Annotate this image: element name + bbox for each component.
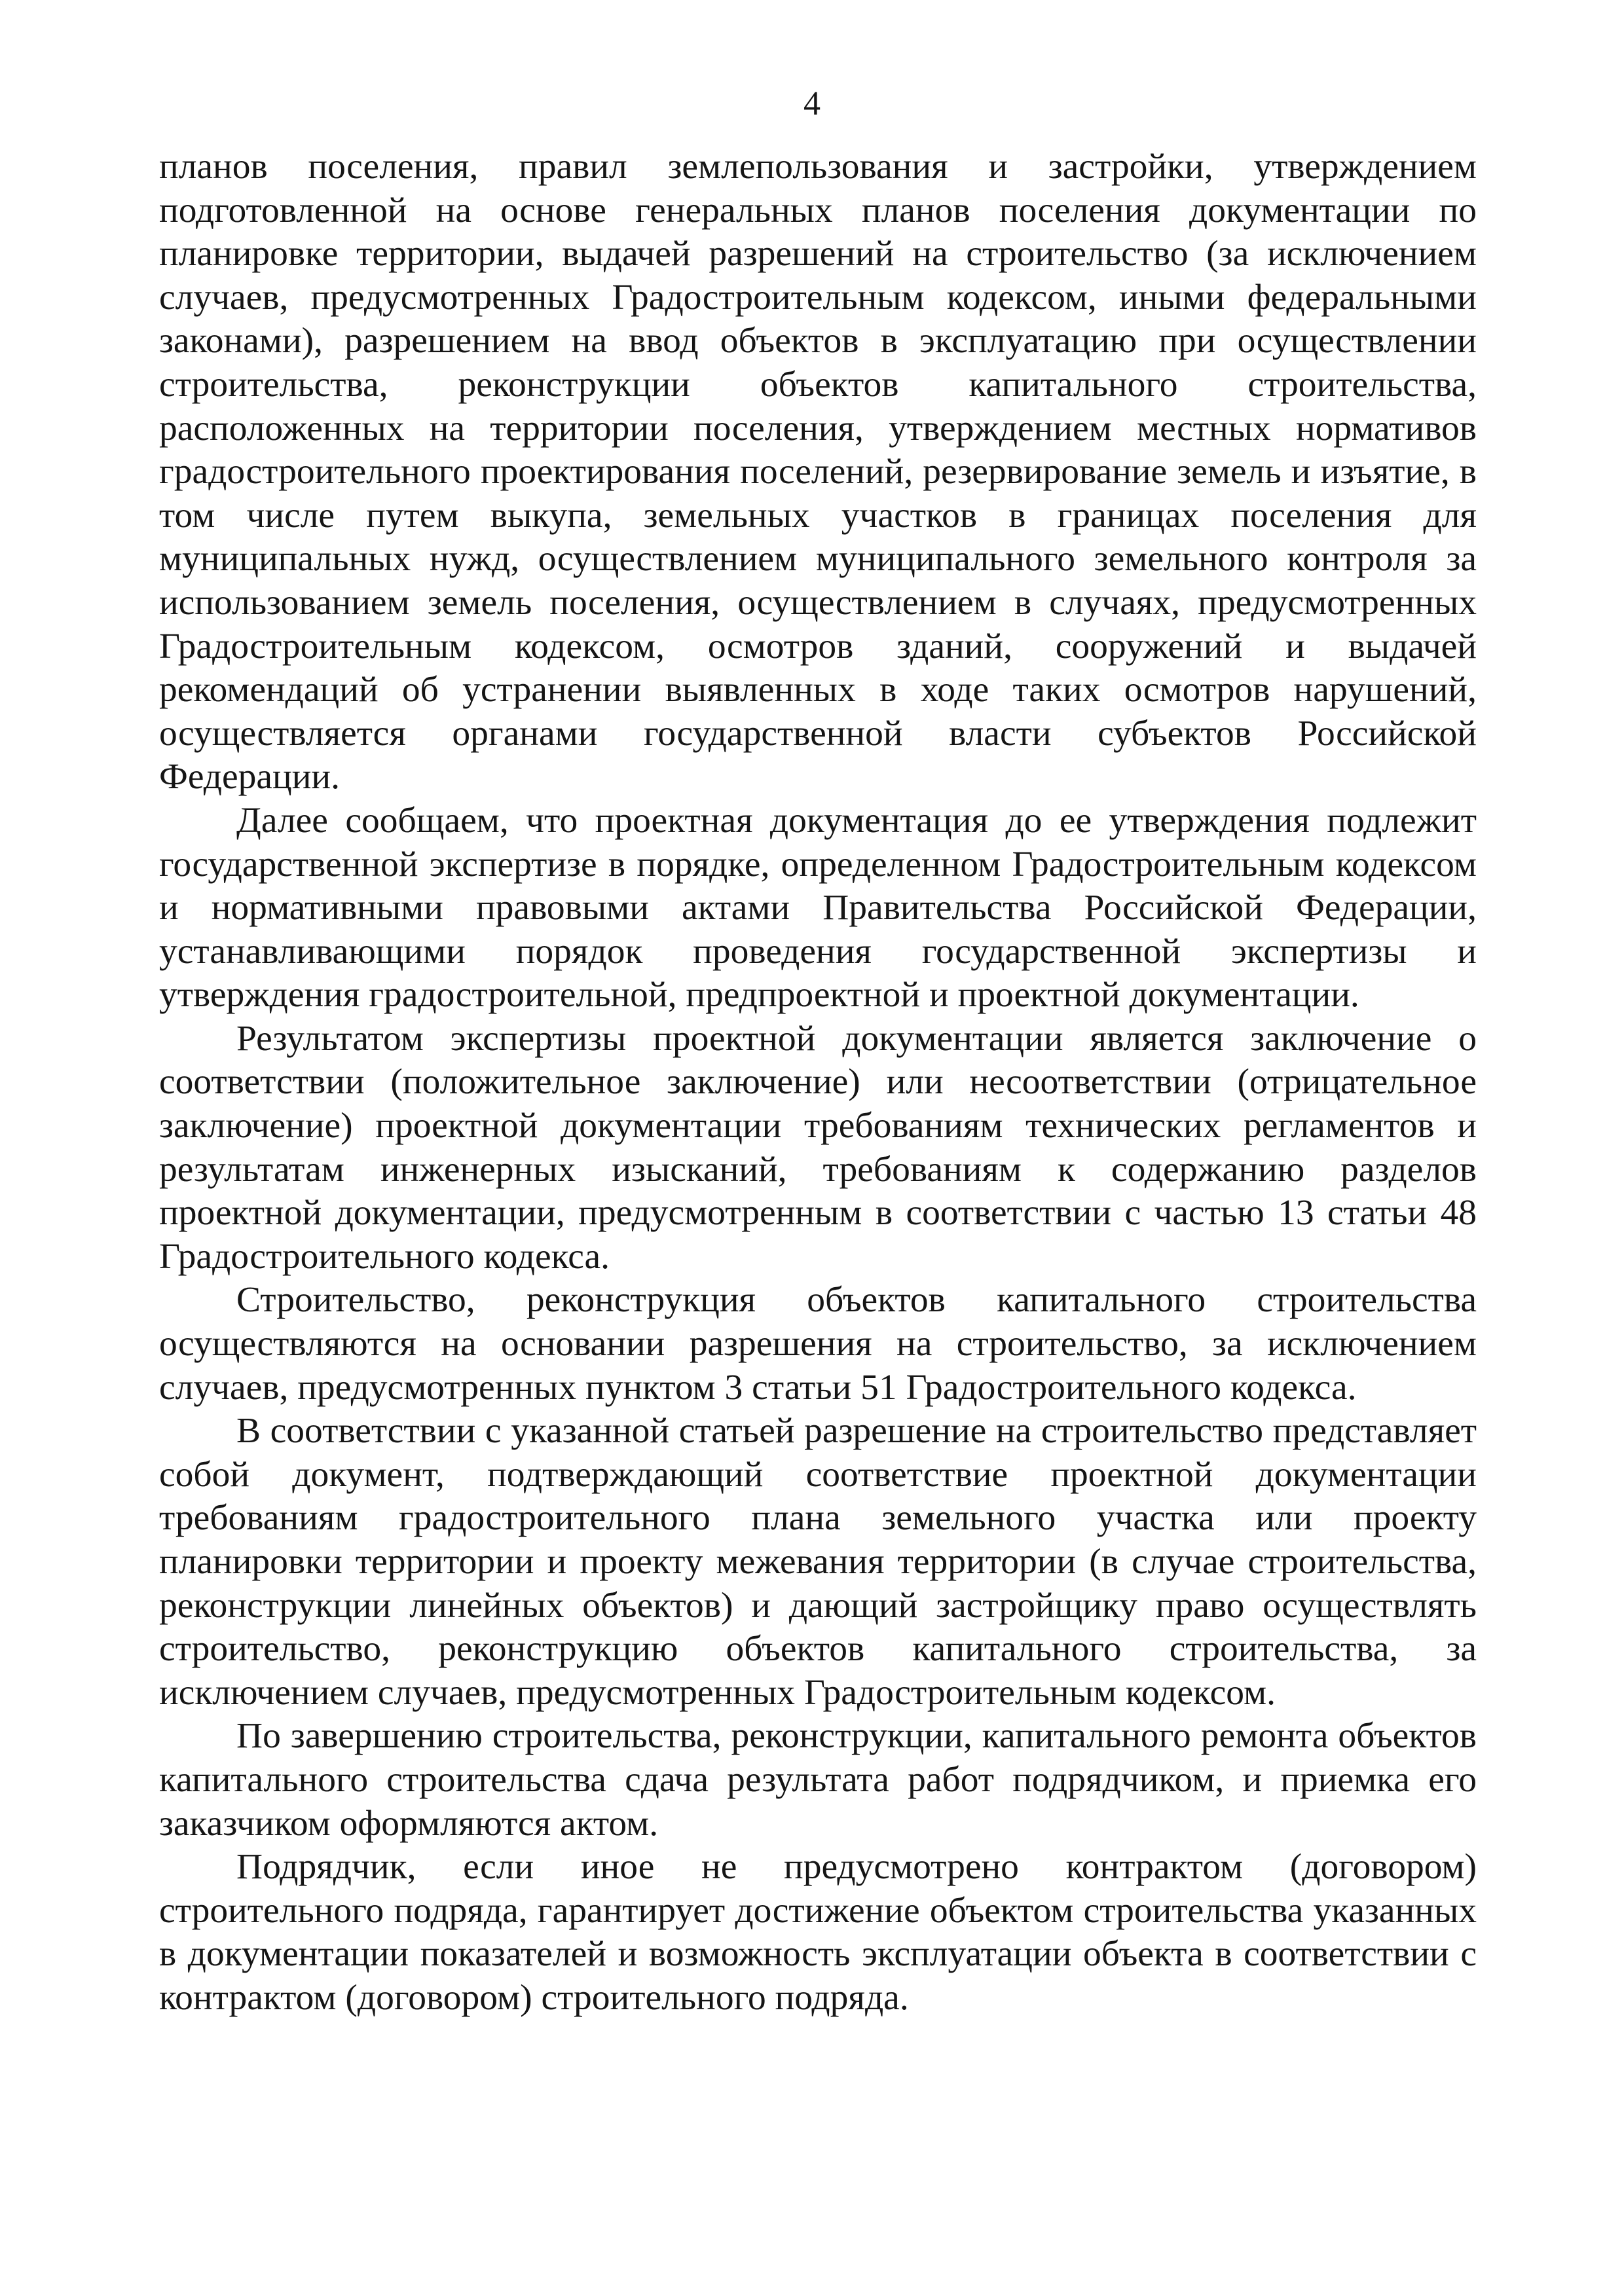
paragraph-expertise-requirement: Далее сообщаем, что проектная документация до ее утверждения подлежит государственной экспертизе в порядке, определенном Градостроительным кодексом и нормативными правовыми актами Правительства Российской Федерации, устанавливающими порядок проведения государственной экспертизы и утверждения градостроительной, предпроектной и проектной документации.: [159, 800, 1477, 1015]
paragraph-permit-definition: В соответствии с указанной статьей разрешение на строительство представляет собой документ, подтверждающий соответствие проектной документации требованиям градостроительного плана земельного участка или проекту планировки территории и проекту межевания территории (в случае строительства, реконструкции линейных объектов) и дающий застройщику право осуществлять строительство, реконструкцию объектов капитального строительства, за исключением случаев, предусмотренных Градостроительным кодексом.: [159, 1411, 1477, 1713]
document-body: [159, 145, 1477, 2020]
paragraph-contractor-guarantee: Подрядчик, если иное не предусмотрено контрактом (договором) строительного подряда, гарантирует достижение объектом строительства указанных в документации показателей и возможность эксплуатации объекта в соответствии с контрактом (договором) строительного подряда.: [159, 1847, 1477, 2018]
page-number: 4: [803, 85, 821, 122]
paragraph-continuation: планов поселения, правил землепользования и застройки, утверждением подготовленной на основе генеральных планов поселения документации по планировке территории, выдачей разрешений на строительство (за исключением случаев, предусмотренных Градостроительным кодексом, иными федеральными законами), разрешением на ввод объектов в эксплуатацию при осуществлении строительства, реконструкции объектов капитального строительства, расположенных на территории поселения, утверждением местных нормативов градостроительного проектирования поселений, резервирование земель и изъятие, в том числе путем выкупа, земельных участков в границах поселения для муниципальных нужд, осуществлением муниципального земельного контроля за использованием земель поселения, осуществлением в случаях, предусмотренных Градостроительным кодексом, осмотров зданий, сооружений и выдачей рекомендаций об устранении выявленных в ходе таких осмотров нарушений, осуществляется органами государственной власти субъектов Российской Федерации.: [159, 147, 1477, 797]
paragraph-expertise-result: Результатом экспертизы проектной документации является заключение о соответствии (положительное заключение) или несоответствии (отрицательное заключение) проектной документации требованиям технических регламентов и результатам инженерных изысканий, требованиям к содержанию разделов проектной документации, предусмотренным в соответствии с частью 13 статьи 48 Градостроительного кодекса.: [159, 1018, 1477, 1277]
paragraph-construction-permit-basis: Строительство, реконструкция объектов капитального строительства осуществляются на основании разрешения на строительство, за исключением случаев, предусмотренных пунктом 3 статьи 51 Градостроительного кодекса.: [159, 1280, 1477, 1408]
paragraph-completion-acceptance: По завершению строительства, реконструкции, капитального ремонта объектов капитального строительства сдача результата работ подрядчиком, и приемка его заказчиком оформляются актом.: [159, 1716, 1477, 1844]
